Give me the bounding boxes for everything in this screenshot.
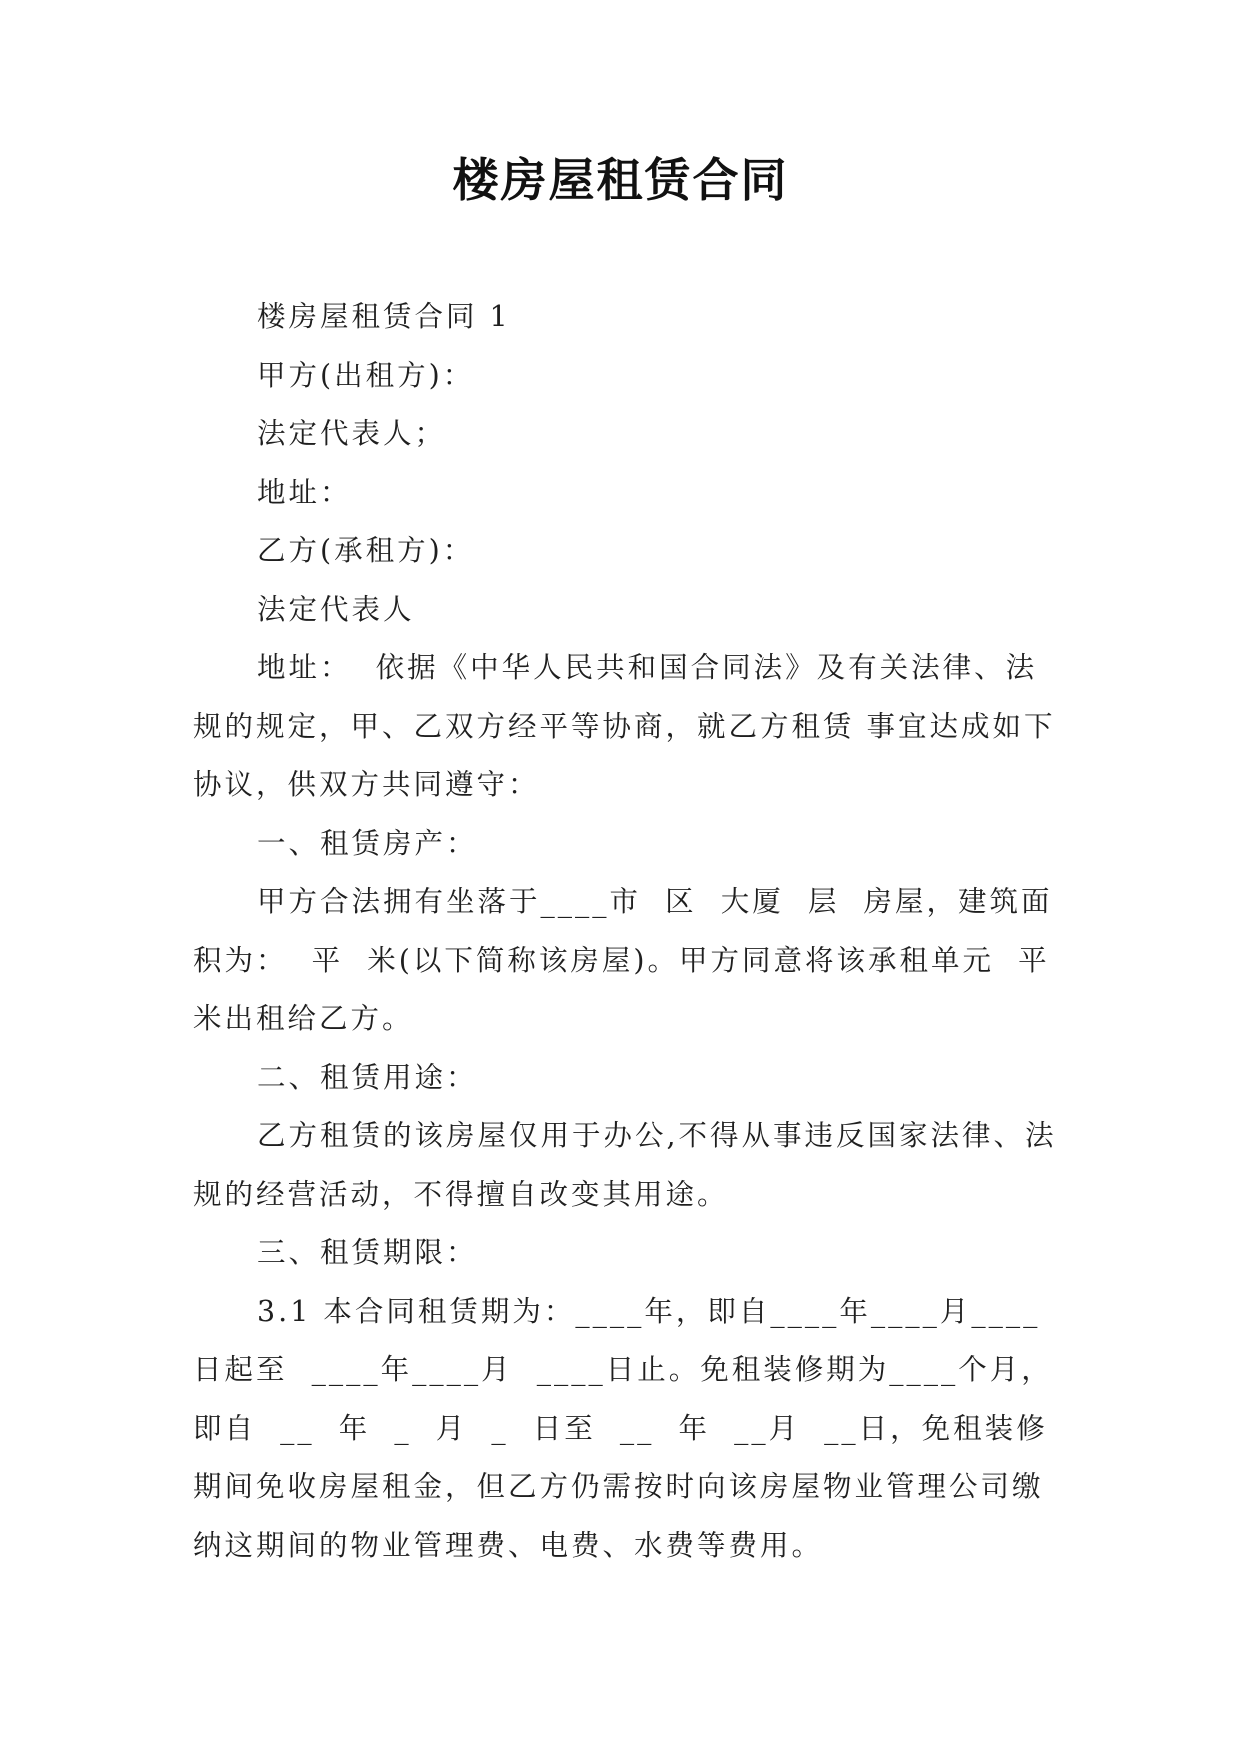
section-3-heading: 三、租赁期限： (257, 1236, 478, 1269)
party-a-line: 甲方(出租方)： (257, 358, 475, 392)
party-a-address: 地址： (257, 475, 352, 509)
paragraph-heading: 楼房屋租赁合同 1 (257, 300, 511, 333)
party-b-representative: 法定代表人 (257, 592, 415, 626)
party-b-address-and-preamble: 地址： 依据《中华人民共和国合同法》及有关法律、法规的规定，甲、乙双方经平等协商，就乙方租赁 事宜达成如下协议，供双方共同遵守： (193, 651, 1056, 801)
document-body (193, 288, 1063, 1575)
party-b-line: 乙方(承租方)： (257, 534, 475, 567)
section-1-body: 甲方合法拥有坐落于____市 区 大厦 层 房屋，建筑面积为： 平 米(以下简称该房屋)。甲方同意将该承租单元 平米出租给乙方。 (193, 885, 1053, 1035)
section-3-1-body: 3.1 本合同租赁期为：____年，即自____年____月____日起至 ____年____月 ____日止。免租装修期为____个月，即自 __ 年 _ 月 _ 日至 __ 年 __月 __日，免租装修期间免收房屋租金，但乙方仍需按时向该房屋物业管理公司缴纳这期间的物业管理费、电费、水费等费用。 (193, 1294, 1053, 1562)
section-2-body: 乙方租赁的该房屋仅用于办公,不得从事违反国家法律、法规的经营活动，不得擅自改变其用途。 (193, 1119, 1057, 1211)
section-1-heading: 一、租赁房产： (257, 826, 478, 860)
section-2-heading: 二、租赁用途： (257, 1060, 478, 1094)
party-a-representative: 法定代表人； (257, 417, 447, 450)
document-title: 楼房屋租赁合同 (452, 153, 789, 207)
